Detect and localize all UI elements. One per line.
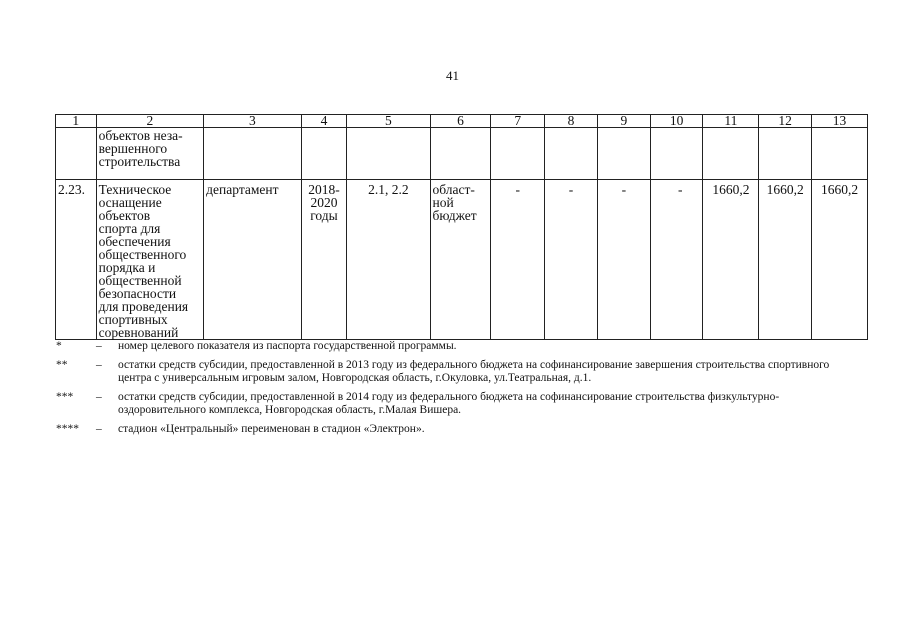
indicator-cell: 2.1, 2.2	[347, 180, 430, 340]
column-number-row	[56, 115, 868, 128]
col-header: 5	[347, 115, 430, 128]
text-line: спортивных	[98, 312, 168, 327]
col-header: 11	[703, 115, 759, 128]
col-header: 1	[56, 115, 97, 128]
text-line: общественной	[98, 273, 182, 288]
text-line: 2018-	[308, 182, 340, 197]
text-line: област-	[432, 182, 475, 197]
col-header: 12	[759, 115, 812, 128]
text-line: ной	[432, 195, 454, 210]
value-cell: 1660,2	[812, 180, 868, 340]
text-line: общественного	[98, 247, 187, 262]
footnote-text: номер целевого показателя из паспорта государственной программы.	[118, 340, 457, 352]
footnote-dash: –	[96, 340, 102, 352]
text-line: соревнований	[98, 325, 179, 340]
footnote-dash: –	[96, 359, 102, 371]
footnotes	[56, 340, 856, 442]
col-header: 7	[491, 115, 545, 128]
footnote-mark: *	[56, 340, 62, 352]
col-header: 8	[545, 115, 598, 128]
footnote-mark: **	[56, 359, 68, 371]
footnote	[56, 340, 856, 353]
footnote-dash: –	[96, 391, 102, 403]
table-row	[56, 180, 868, 340]
text-line: оснащение	[98, 195, 162, 210]
footnote	[56, 391, 856, 417]
footnote-text: стадион «Центральный» переименован в стадион «Электрон».	[118, 423, 425, 435]
footnote-mark: ***	[56, 391, 74, 403]
col-header: 4	[301, 115, 347, 128]
object-name-cell	[96, 128, 204, 180]
measure-name-cell	[96, 180, 204, 340]
col-header: 6	[430, 115, 491, 128]
value-cell: 1660,2	[703, 180, 759, 340]
text-line: бюджет	[432, 208, 477, 223]
value-cell: -	[597, 180, 650, 340]
program-table	[55, 114, 868, 340]
footnote-mark: ****	[56, 423, 79, 435]
text-line: порядка и	[98, 260, 156, 275]
text-line: вершенного	[98, 141, 168, 156]
period-cell	[301, 180, 347, 340]
text-line: строительства	[98, 154, 181, 169]
executor-cell: департамент	[204, 180, 301, 340]
col-header: 13	[812, 115, 868, 128]
footnote-text: остатки средств субсидии, предоставленной в 2014 году из федерального бюджета на софинансирование строительства физкультурно-оздоровительного комплекса, Новгородская область, г.Малая Вишера.	[118, 391, 780, 416]
value-cell: -	[491, 180, 545, 340]
funding-source-cell	[430, 180, 491, 340]
col-header: 9	[597, 115, 650, 128]
text-line: 2020	[310, 195, 338, 210]
value-cell: 1660,2	[759, 180, 812, 340]
text-line: годы	[310, 208, 338, 223]
row-number: 2.23.	[56, 180, 97, 340]
text-line: обеспечения	[98, 234, 171, 249]
footnote	[56, 423, 856, 436]
value-cell: -	[545, 180, 598, 340]
col-header: 2	[96, 115, 204, 128]
value-cell: -	[650, 180, 703, 340]
text-line: для проведения	[98, 299, 189, 314]
footnote-text: остатки средств субсидии, предоставленной в 2013 году из федерального бюджета на софинансирование завершения строительства спортивного центра с универсальным игровым залом, Новгородская область, г.Окуловка, ул.Театральная, д.1.	[118, 359, 830, 384]
col-header: 3	[204, 115, 301, 128]
text-line: безопасности	[98, 286, 177, 301]
col-header: 10	[650, 115, 703, 128]
text-line: объектов	[98, 208, 151, 223]
footnote-dash: –	[96, 423, 102, 435]
page-number: 41	[446, 68, 459, 83]
continuation-row	[56, 128, 868, 180]
text-line: Техническое	[98, 182, 172, 197]
text-line: спорта для	[98, 221, 161, 236]
footnote	[56, 359, 856, 385]
text-line: объектов неза-	[98, 128, 183, 143]
